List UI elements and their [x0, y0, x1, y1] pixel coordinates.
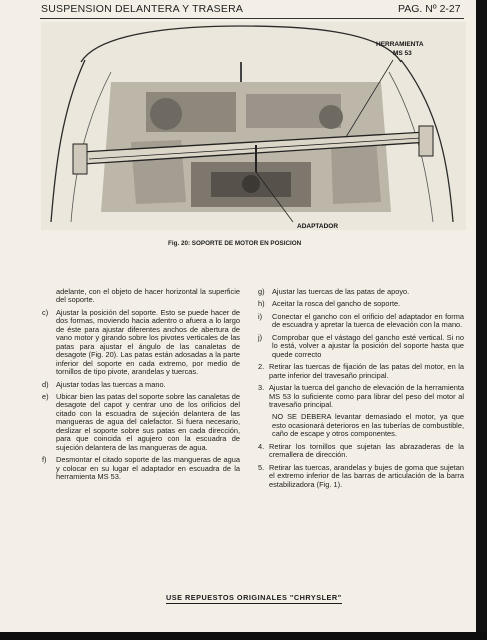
item-text: Desmontar el citado soporte de las mangueras de agua y colocar en su lugar el adaptador en escuadra de la herramienta MS 53.: [56, 455, 240, 482]
figure-caption: Fig. 20: SOPORTE DE MOTOR EN POSICION: [168, 240, 302, 247]
list-item: [42, 309, 240, 377]
continuation-text: adelante, con el objeto de hacer horizontal la superficie del soporte.: [56, 287, 240, 305]
item-label: j): [258, 332, 263, 342]
list-item: [258, 384, 464, 409]
adapter-label: ADAPTADOR: [297, 223, 339, 230]
continuation-paragraph: [42, 288, 240, 305]
warning-note: NO SE DEBERA levantar demasiado el motor, ya que esto ocasionará deterioros en las tuberías de combustible, caño de escape y otros componentes.: [272, 412, 464, 439]
item-label: 4.: [258, 441, 265, 451]
list-item: [258, 334, 464, 359]
section-title: SUSPENSION DELANTERA Y TRASERA: [41, 3, 244, 15]
left-column: [42, 288, 240, 486]
item-text: Aceitar la rosca del gancho de soporte.: [272, 299, 401, 309]
tool-label-line1: HERRAMIENTA: [376, 41, 424, 48]
scan-edge-right: [476, 0, 487, 640]
item-label: c): [42, 307, 49, 317]
list-item: [258, 300, 464, 308]
list-item: [258, 443, 464, 460]
item-text: Retirar los tornillos que sujetan las abrazaderas de la cremallera de dirección.: [269, 441, 464, 460]
item-text: Retirar las tuercas, arandelas y bujes de goma que sujetan el extremo inferior de las barras de articulación de la barra estabilizadora (Fig. 1).: [269, 462, 464, 489]
item-label: 2.: [258, 362, 265, 372]
item-label: i): [258, 311, 263, 321]
list-item: [42, 456, 240, 481]
page-number: PAG. Nº 2-27: [398, 3, 461, 15]
list-item: [42, 381, 240, 389]
list-item: [42, 393, 240, 452]
item-text: Retirar las tuercas de fijación de las patas del motor, en la parte inferior del travesaño principal.: [269, 362, 464, 380]
item-label: h): [258, 299, 265, 309]
item-text: Ajustar la posición del soporte. Esto se puede hacer de dos formas, moviendo hacia adentro o afuera a lo largo de éste para ajustar diferentes anchos de abertura de vano motor y girando sobre los pivotes verticales de las patas para ajustar el ángulo de las canaletas de desagote (Fig. 20). Las patas están adosadas a la parte inferior del soporte en cada extremo, por medio de tornillos de tipo pivote, arandelas y tuercas.: [56, 307, 240, 377]
scan-edge-bottom: [0, 632, 487, 640]
header-rule: [40, 18, 464, 19]
list-item: [258, 313, 464, 330]
item-label: f): [42, 455, 47, 465]
item-text: Ajustar todas las tuercas a mano.: [56, 379, 166, 389]
right-column: [258, 288, 464, 493]
item-label: 5.: [258, 462, 265, 472]
item-text: Conectar el gancho con el orificio del adaptador en forma de escuadra y apretar la tuerca de elevación con la mano.: [272, 311, 464, 330]
list-item: [258, 464, 464, 489]
item-label: 3.: [258, 383, 265, 393]
item-text: Ubicar bien las patas del soporte sobre las canaletas de desagote del capot y centrar uno de los orificios del citado con la escuadra de sujeción delantera de las mangueras de agua del calefactor. Si fuera necesario, deslizar el soporte sobre sus patas en cada dirección, para que coincida el agujero con la escuadra de sujeción delantera de las mangueras de agua.: [56, 391, 240, 452]
list-item: [258, 288, 464, 296]
tool-label-line2: MS 53: [393, 50, 412, 57]
footer-notice: USE REPUESTOS ORIGINALES "CHRYSLER": [166, 593, 342, 602]
item-text: Ajustar la tuerca del gancho de elevación de la herramienta MS 53 lo suficiente como para librar del peso del motor al travesaño principal.: [269, 383, 464, 409]
item-text: Ajustar las tuercas de las patas de apoyo.: [272, 287, 410, 296]
item-label: e): [42, 391, 49, 401]
engine-bay-figure: [41, 22, 466, 230]
item-label: d): [42, 379, 49, 389]
list-item: [258, 363, 464, 380]
item-text: Comprobar que el vástago del gancho esté vertical. Si no lo está, volver a ajustar la posición del soporte hasta que quede correcto: [272, 332, 464, 359]
item-label: g): [258, 287, 265, 296]
